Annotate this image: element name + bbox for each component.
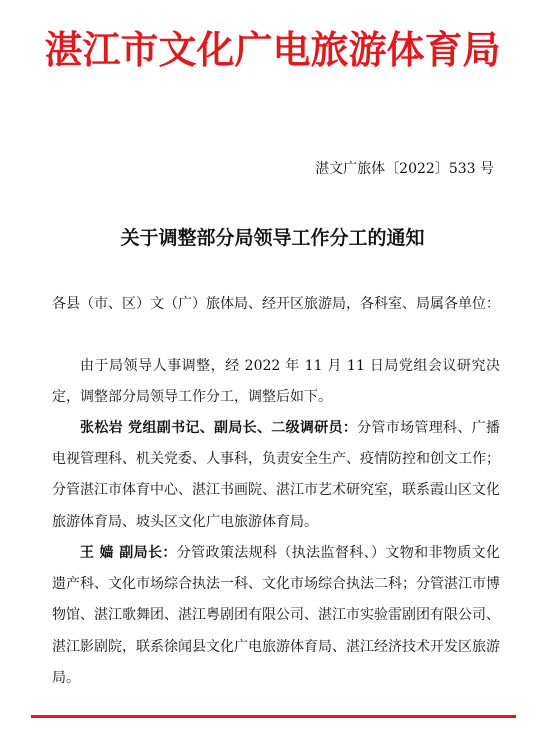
notice-title: 关于调整部分局领导工作分工的通知 (120, 227, 425, 249)
addressee: 各县（市、区）文（广）旅体局、经开区旅游局，各科室、局属各单位： (52, 296, 500, 312)
assignment-person: 张松岩 党组副书记、副局长、二级调研员： (80, 420, 358, 436)
assignment-duties: 分管市场管理科、广播电视管理科、机关党委、人事科，负责安全生产、疫情防控和创文工作；分管湛江市体育中心、湛江书画院、湛江市艺术研究室，联系霞山区文化旅游体育局、坡头区文化广电旅游体育局。 (52, 420, 501, 530)
intro-paragraph: 由于局领导人事调整，经 2022 年 11 月 11 日局党组会议研究决定，调整部分局领导工作分工，调整后如下。 (52, 358, 500, 406)
assignment-paragraph (52, 538, 500, 694)
document-number: 湛文广旅体〔2022〕533 号 (315, 161, 494, 177)
assignment-duties: 分管政策法规科（执法监督科、）文物和非物质文化遗产科、文化市场综合执法一科、文化市场综合执法二科；分管湛江市博物馆、湛江歌舞团、湛江粤剧团有限公司、湛江市实验雷剧团有限公司、湛江影剧院，联系徐闻县文化广电旅游体育局、湛江经济技术开发区旅游局。 (52, 545, 500, 686)
assignment-person: 王 嫱 副局长： (80, 545, 177, 561)
bottom-red-rule (31, 715, 516, 718)
assignment-paragraph (52, 413, 500, 538)
letterhead-title: 湛江市文化广电旅游体育局 (44, 28, 501, 72)
